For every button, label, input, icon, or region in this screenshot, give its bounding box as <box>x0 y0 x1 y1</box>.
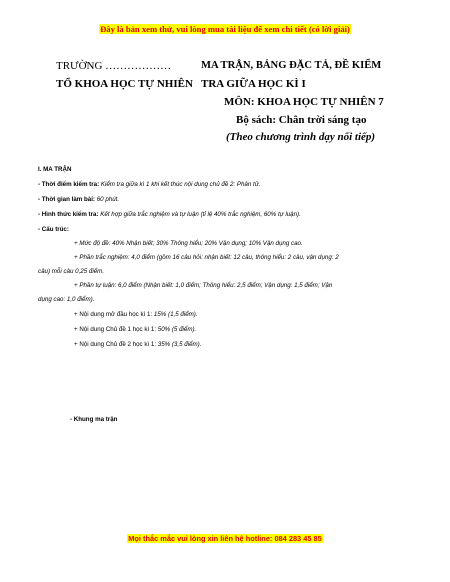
preview-banner <box>0 24 450 34</box>
doc-title-line2: TRA GIỮA HỌC KÌ I <box>201 78 306 90</box>
hotline-footer <box>0 534 450 543</box>
difficulty-levels: + Mức độ đề: 40% Nhận biết; 30% Thông hiểu; 20% Vận dụng; 10% Vận dụng cao. <box>74 240 303 247</box>
exam-format-label: - Hình thức kiểm tra: <box>38 211 99 218</box>
multiple-choice-line1: + Phần trắc nghiệm: 4,0 điểm (gồm 16 câu hỏi: nhận biết: 12 câu, thông hiểu: 2 câu, vận dụng: 2 <box>74 254 339 261</box>
content-topic1-value: 50% (5 điểm). <box>157 326 197 333</box>
content-topic1-label: + Nội dung Chủ đề 1 học kì 1: <box>74 326 158 333</box>
duration-label: - Thời gian làm bài: <box>38 196 95 203</box>
exam-time-line <box>38 181 260 188</box>
content-opening-label: + Nội dung mở đầu học kì 1: <box>74 311 154 318</box>
exam-time-label: - Thời điểm kiểm tra: <box>38 181 100 188</box>
content-opening-value: 15% (1,5 điểm). <box>153 311 198 318</box>
content-topic2-label: + Nội dung Chủ đề 2 học kì 1: <box>74 341 158 348</box>
section-heading: I. MA TRẬN <box>38 166 72 173</box>
doc-title-line1: MA TRẬN, BẢNG ĐẶC TẢ, ĐỀ KIỂM <box>201 60 382 71</box>
exam-format-line <box>38 211 301 218</box>
program-note: (Theo chương trình dạy nối tiếp) <box>226 131 376 143</box>
duration-value: 60 phút. <box>95 196 120 203</box>
content-opening <box>74 311 198 318</box>
school-name: TRƯỜNG ……………… <box>56 60 172 72</box>
matrix-frame-heading: - Khung ma trận <box>70 416 118 423</box>
essay-line2: dụng cao: 1,0 điểm). <box>38 296 95 303</box>
hotline-text: Mọi thắc mắc vui lòng xin liên hệ hotline: 084 283 45 85 <box>128 534 322 543</box>
multiple-choice-line2: câu) mỗi câu 0,25 điểm. <box>38 268 105 275</box>
department-name: TỔ KHOA HỌC TỰ NHIÊN <box>56 78 193 90</box>
exam-format-value: Kết hợp giữa trắc nghiệm và tự luận (tỉ lệ 40% trắc nghiệm, 60% tự luận). <box>98 211 301 218</box>
exam-time-value: Kiểm tra giữa kì 1 khi kết thúc nội dung chủ đề 2: Phân tử. <box>99 181 261 188</box>
preview-banner-text: Đây là bản xem thử, vui lòng mua tài liệu để xem chi tiết (có lời giải) <box>100 24 350 34</box>
essay-line1: + Phần tự luận: 6,0 điểm (Nhận biết: 1,0 điểm; Thông hiểu: 2,5 điểm; Vận dụng: 1,5 điểm; Vận <box>74 282 333 289</box>
content-topic1 <box>74 326 196 333</box>
subject-title: MÔN: KHOA HỌC TỰ NHIÊN 7 <box>224 96 384 108</box>
book-series: Bộ sách: Chân trời sáng tạo <box>236 114 367 126</box>
duration-line <box>38 196 119 203</box>
content-topic2 <box>74 341 201 348</box>
structure-label: - Cấu trúc: <box>38 226 69 233</box>
content-topic2-value: 35% (3,5 điểm). <box>157 341 202 348</box>
